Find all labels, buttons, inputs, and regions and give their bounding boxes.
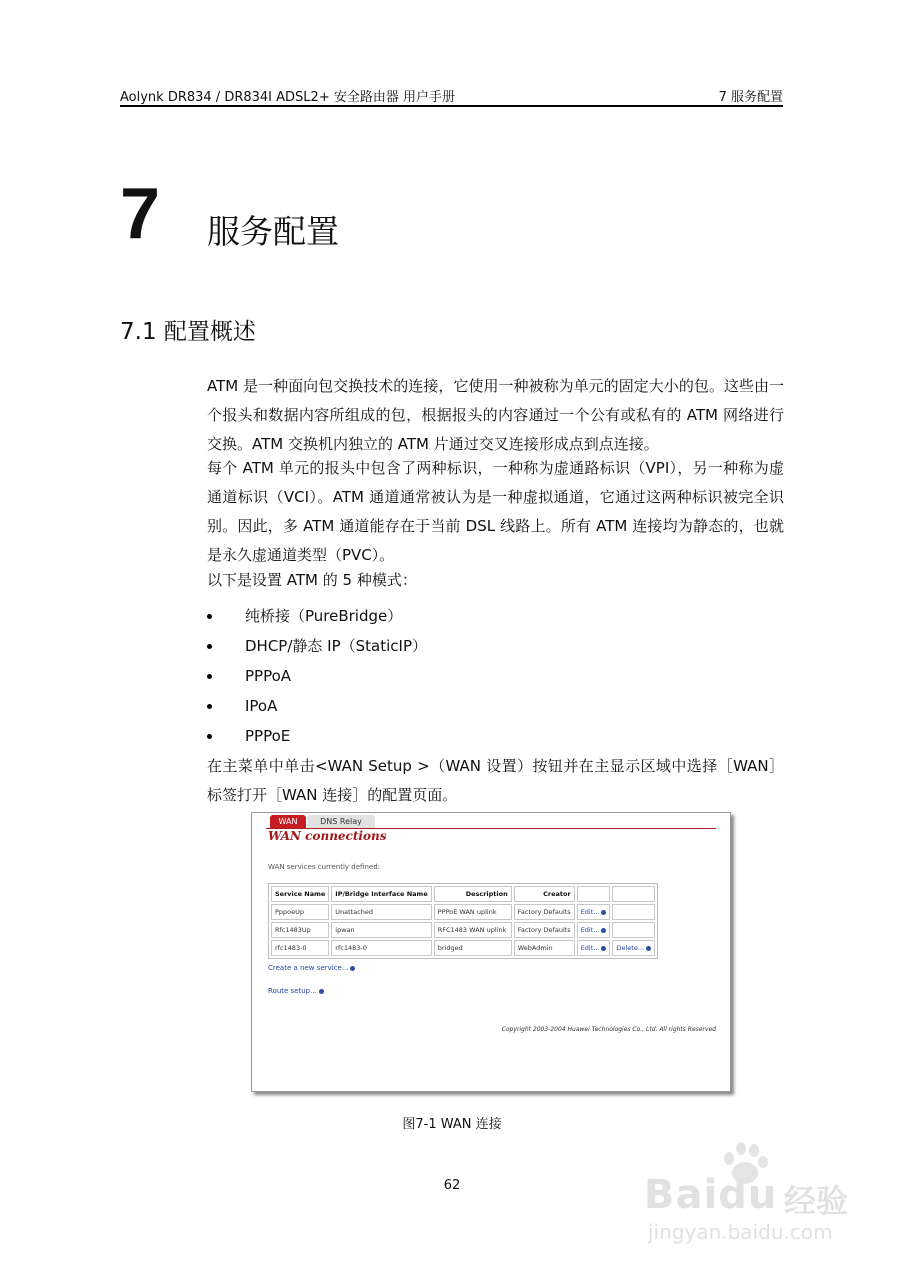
running-header — [120, 86, 783, 104]
edit-link[interactable]: Edit... — [580, 926, 600, 934]
chapter-title: 服务配置 — [207, 212, 339, 251]
header-book-title: Aolynk DR834 / DR834I ADSL2+ 安全路由器 用户手册 — [120, 90, 455, 105]
route-setup-label[interactable]: Route setup... — [268, 987, 317, 995]
copyright-text: Copyright 2003-2004 Huawei Technologies Co., Ltd. All rights Reserved — [501, 1026, 716, 1033]
table-row — [271, 904, 655, 920]
section-title: 7.1 配置概述 — [120, 319, 256, 345]
services-defined-label: WAN services currently defined: — [268, 863, 381, 871]
create-service-label[interactable]: Create a new service... — [268, 964, 349, 972]
paragraph-vpi-vci: 每个 ATM 单元的报头中包含了两种标识，一种称为虚通路标识（VPI），另一种称为虚通道标识（VCI）。ATM 通道通常被认为是一种虚拟通道，它通过这两种标识被完全识别。因此，多 ATM 通道能存在于当前 DSL 线路上。所有 ATM 连接均为静态的，也就是永久虚通道类型（PVC）。 — [207, 459, 784, 564]
list-item — [207, 631, 427, 661]
baidu-watermark — [644, 1138, 874, 1248]
mode-label: DHCP/静态 IP（StaticIP） — [245, 637, 427, 655]
page-number: 62 — [443, 1178, 461, 1193]
cell-interface: ipwan — [331, 922, 431, 938]
wan-connections-heading: WAN connections — [268, 829, 387, 843]
col-delete — [612, 886, 655, 902]
col-creator: Creator — [514, 886, 575, 902]
bullet-icon — [207, 674, 212, 679]
cell-description: bridged — [434, 940, 512, 956]
table-row — [271, 940, 655, 956]
mode-label: PPPoA — [245, 667, 292, 685]
go-arrow-icon — [350, 966, 355, 971]
route-setup-link[interactable] — [268, 987, 324, 995]
cell-creator: WebAdmin — [514, 940, 575, 956]
cell-delete — [612, 904, 655, 920]
go-arrow-icon — [646, 946, 651, 951]
list-item — [207, 601, 427, 631]
col-interface-name: IP/Bridge Interface Name — [331, 886, 431, 902]
paragraph-atm-intro: ATM 是一种面向包交换技术的连接，它使用一种被称为单元的固定大小的包。这些由一个报头和数据内容所组成的包，根据报头的内容通过一个公有或私有的 ATM 网络进行交换。ATM 交换机内独立的 ATM 片通过交叉连接形成点到点连接。 — [207, 377, 784, 453]
cell-service-name: PppoeUp — [271, 904, 329, 920]
cell-description: RFC1483 WAN uplink — [434, 922, 512, 938]
cell-service-name: rfc1483-0 — [271, 940, 329, 956]
edit-link-cell[interactable] — [577, 922, 611, 938]
table-header-row — [271, 886, 655, 902]
edit-link[interactable]: Edit... — [580, 908, 600, 916]
go-arrow-icon — [319, 989, 324, 994]
cell-description: PPPoE WAN uplink — [434, 904, 512, 920]
bullet-icon — [207, 734, 212, 739]
mode-label: 纯桥接（PureBridge） — [245, 607, 403, 625]
bullet-icon — [207, 614, 212, 619]
bullet-icon — [207, 704, 212, 709]
create-service-link[interactable] — [268, 964, 355, 972]
cell-interface: Unattached — [331, 904, 431, 920]
mode-label: PPPoE — [245, 727, 291, 745]
edit-link[interactable]: Edit... — [580, 944, 600, 952]
wan-connections-screenshot — [251, 812, 731, 1092]
go-arrow-icon — [601, 910, 606, 915]
wan-services-table — [268, 883, 658, 959]
paragraph-wan-setup: 在主菜单中单击<WAN Setup >（WAN 设置）按钮并在主显示区域中选择［WAN］标签打开［WAN 连接］的配置页面。 — [207, 757, 784, 804]
col-description: Description — [434, 886, 512, 902]
mode-label: IPoA — [245, 697, 278, 715]
header-chapter: 7 服务配置 — [718, 90, 783, 105]
list-item — [207, 691, 427, 721]
mode-list — [207, 601, 427, 751]
table-row — [271, 922, 655, 938]
watermark-url: jingyan.baidu.com — [648, 1220, 833, 1244]
figure-caption: 图7-1 WAN 连接 — [402, 1117, 502, 1132]
col-service-name: Service Name — [271, 886, 329, 902]
delete-link-cell[interactable] — [612, 940, 655, 956]
chapter-number: 7 — [120, 174, 161, 254]
col-edit — [577, 886, 611, 902]
tab-dns-relay[interactable]: DNS Relay — [307, 815, 375, 828]
watermark-brand: Baidu — [644, 1172, 778, 1218]
cell-interface: rfc1483-0 — [331, 940, 431, 956]
cell-creator: Factory Defaults — [514, 904, 575, 920]
edit-link-cell[interactable] — [577, 940, 611, 956]
list-item — [207, 721, 427, 751]
cell-creator: Factory Defaults — [514, 922, 575, 938]
list-item — [207, 661, 427, 691]
bullet-icon — [207, 644, 212, 649]
tab-wan[interactable]: WAN — [270, 815, 306, 828]
edit-link-cell[interactable] — [577, 904, 611, 920]
go-arrow-icon — [601, 946, 606, 951]
delete-link[interactable]: Delete... — [616, 944, 645, 952]
go-arrow-icon — [601, 928, 606, 933]
paragraph-modes-intro: 以下是设置 ATM 的 5 种模式： — [207, 571, 417, 589]
watermark-brand-cn: 经验 — [784, 1182, 849, 1220]
cell-delete — [612, 922, 655, 938]
cell-service-name: Rfc1483Up — [271, 922, 329, 938]
header-rule — [120, 105, 783, 107]
